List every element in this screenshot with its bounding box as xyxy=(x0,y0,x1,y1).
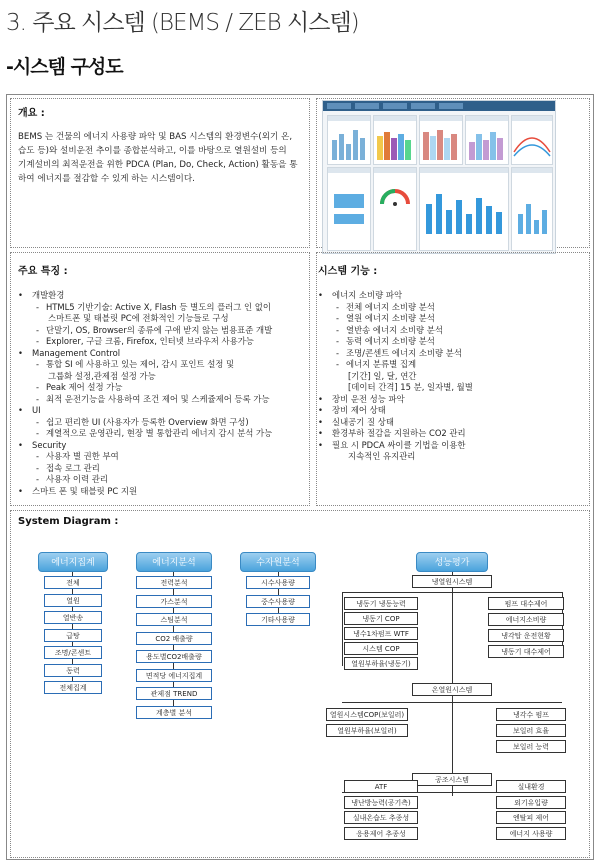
diagram-node: 보일러 효율 xyxy=(496,724,566,737)
diagram-node: 냉난방능력(공기측) xyxy=(344,796,418,809)
section-title: -시스템 구성도 xyxy=(6,56,123,78)
diagram-node: 전력분석 xyxy=(136,576,212,589)
diagram-node: ATF xyxy=(344,780,418,793)
features-item: - 접속 로그 관리 xyxy=(18,463,272,475)
functions-item: - 전체 에너지 소비량 분석 xyxy=(318,302,473,314)
diagram-node: 스팀분석 xyxy=(136,613,212,626)
connector-line xyxy=(342,592,562,593)
diagram-node: 에너지 사용량 xyxy=(496,827,566,840)
functions-item: - 조명/콘센트 에너지 소비량 분석 xyxy=(318,348,473,360)
features-item: 스마트폰 및 태블릿 PC에 전화적인 기능들로 구성 xyxy=(48,313,229,323)
diagram-node: 중수사용량 xyxy=(246,595,310,608)
diagram-node: 열원시스템COP(보일러) xyxy=(326,708,408,721)
functions-item: • 실내공기 질 상태 xyxy=(318,417,473,429)
functions-item: - 열반송 에너지 소비량 분석 xyxy=(318,325,473,337)
diagram-node: 에너지소비량 xyxy=(488,613,564,626)
functions-item: • 에너지 소비량 파악 xyxy=(318,290,473,302)
diagram-node: 냉수1차펌프 WTF xyxy=(344,627,418,640)
features-item: - 통합 SI 에 사용하고 있는 제어, 감시 포인트 설정 및 xyxy=(18,359,272,371)
diagram-node: 가스분석 xyxy=(136,595,212,608)
diagram-node: 시수사용량 xyxy=(246,576,310,589)
functions-item: [데이터 간격] 15 분, 일자별, 월별 xyxy=(348,382,473,392)
features-item: • 스마트 폰 및 태블릿 PC 지원 xyxy=(18,486,272,498)
overview-line: 습도 등)와 설비운전 추이를 종합분석하고, 이를 바탕으로 열원설비 등의 xyxy=(18,146,287,156)
features-item: - 사용자 이력 관리 xyxy=(18,474,272,486)
functions-item: • 필요 시 PDCA 싸이클 기법을 이용한 xyxy=(318,440,473,452)
features-item: 그룹화 설정,관제점 설정 가능 xyxy=(48,370,156,381)
diagram-node: CO2 배출량 xyxy=(136,632,212,645)
diagram-node: 관제점 TREND xyxy=(136,687,212,700)
page-title: 3. 주요 시스템 (BEMS / ZEB 시스템) xyxy=(6,10,359,36)
overview-line: BEMS 는 건물의 에너지 사용량 파악 및 BAS 시스템의 환경변수(외기 온, xyxy=(18,132,293,142)
features-item: - 쉽고 편리한 UI (사용자가 등록한 Overview 화면 구성) xyxy=(18,417,272,429)
features-item: - Peak 제어 설정 가능 xyxy=(18,382,272,394)
diagram-node: 열원 xyxy=(44,594,102,607)
diagram-node: 기타사용량 xyxy=(246,613,310,626)
diagram-node: 냉열원시스템 xyxy=(412,575,492,588)
diagram-node: 면적당 에너지집계 xyxy=(136,669,212,682)
diagram-node: 냉동기 냉동능력 xyxy=(344,597,418,610)
functions-item: [기간] 일, 달, 연간 xyxy=(348,370,417,381)
functions-item: • 장비 제어 상태 xyxy=(318,405,473,417)
features-item: - 계열적으로 운영관리, 현장 별 통합관리 에너지 감시 분석 가능 xyxy=(18,428,272,440)
features-label: 주요 특징 : xyxy=(18,266,68,277)
diagram-node: 시스템 COP xyxy=(344,642,418,655)
diagram-header: 수자원분석 xyxy=(240,552,316,572)
functions-item: • 환경부하 절감을 지원하는 CO2 관리 xyxy=(318,428,473,440)
overview-line: 하여 에너지를 절감할 수 있게 하는 시스템이다. xyxy=(18,174,195,184)
diagram-node: 급탕 xyxy=(44,629,102,642)
diagram-node: 동력 xyxy=(44,664,102,677)
diagram-node: 외기유입량 xyxy=(496,796,566,809)
diagram-node: 실내환경 xyxy=(496,780,566,793)
features-item: • 개발환경 xyxy=(18,290,272,302)
diagram-node: 보일러 능력 xyxy=(496,740,566,753)
features-item: - HTML5 기반기술: Active X, Flash 등 별도의 플러그 인 없이 xyxy=(18,302,272,314)
features-item: • Security xyxy=(18,440,272,452)
connector-line xyxy=(342,702,562,703)
features-item: - 사용자 별 권한 부여 xyxy=(18,451,272,463)
diagram-node: 펌프 대수제어 xyxy=(488,597,564,610)
diagram-header: 에너지분석 xyxy=(136,552,212,572)
diagram-header: 에너지집계 xyxy=(38,552,108,572)
functions-item: • 장비 운전 성능 파악 xyxy=(318,394,473,406)
functions-label: 시스템 기능 : xyxy=(318,266,378,277)
diagram-node: 냉각수 펌프 xyxy=(496,708,566,721)
features-item: - 단말기, OS, Browser의 종류에 구애 받지 않는 범용표준 개발 xyxy=(18,325,272,337)
functions-item: - 열원 에너지 소비량 분석 xyxy=(318,313,473,325)
diagram-node: 실내온습도 추종성 xyxy=(344,811,418,824)
overview-line: 기계설비의 최적운전을 위한 PDCA (Plan, Do, Check, Action) 활동을 통 xyxy=(18,160,298,170)
diagram-node: 전체 xyxy=(44,576,102,589)
diagram-node: 공조시스템 xyxy=(412,773,492,786)
features-item: - Explorer, 구글 크롬, Firefox, 인터넷 브라우저 사용가능 xyxy=(18,336,272,348)
features-item: • UI xyxy=(18,405,272,417)
diagram-node: 열원부하율(보일러) xyxy=(326,724,408,737)
diagram-node: 용도별CO2배출량 xyxy=(136,650,212,663)
diagram-node: 엔탈피 제어 xyxy=(496,811,566,824)
diagram-node: 열반송 xyxy=(44,611,102,624)
diagram-node: 계층별 분석 xyxy=(136,706,212,719)
features-item: • Management Control xyxy=(18,348,272,360)
diagram-header: 성능평가 xyxy=(416,552,488,572)
diagram-node: 냉각탑 운전현황 xyxy=(488,629,564,642)
diagram-node: 냉동기 대수제어 xyxy=(488,645,564,658)
functions-item: - 에너지 분류별 집계 xyxy=(318,359,473,371)
overview-label: 개요 : xyxy=(18,108,45,119)
diagram-node: 전체집계 xyxy=(44,681,102,694)
diagram-node: 온열원시스템 xyxy=(412,683,492,696)
diagram-label: System Diagram : xyxy=(18,516,119,527)
functions-item: 지속적인 유지관리 xyxy=(348,451,416,461)
features-item: - 최적 운전기능을 사용하여 조건 제어 및 스케쥴제어 등록 가능 xyxy=(18,394,272,406)
functions-item: - 동력 에너지 소비량 분석 xyxy=(318,336,473,348)
connector-line xyxy=(342,592,343,666)
diagram-node: 열원부하율(냉동기) xyxy=(344,657,418,670)
diagram-node: 냉동기 COP xyxy=(344,612,418,625)
diagram-node: 조명/콘센트 xyxy=(44,646,102,659)
diagram-node: 응용제어 추종성 xyxy=(344,827,418,840)
